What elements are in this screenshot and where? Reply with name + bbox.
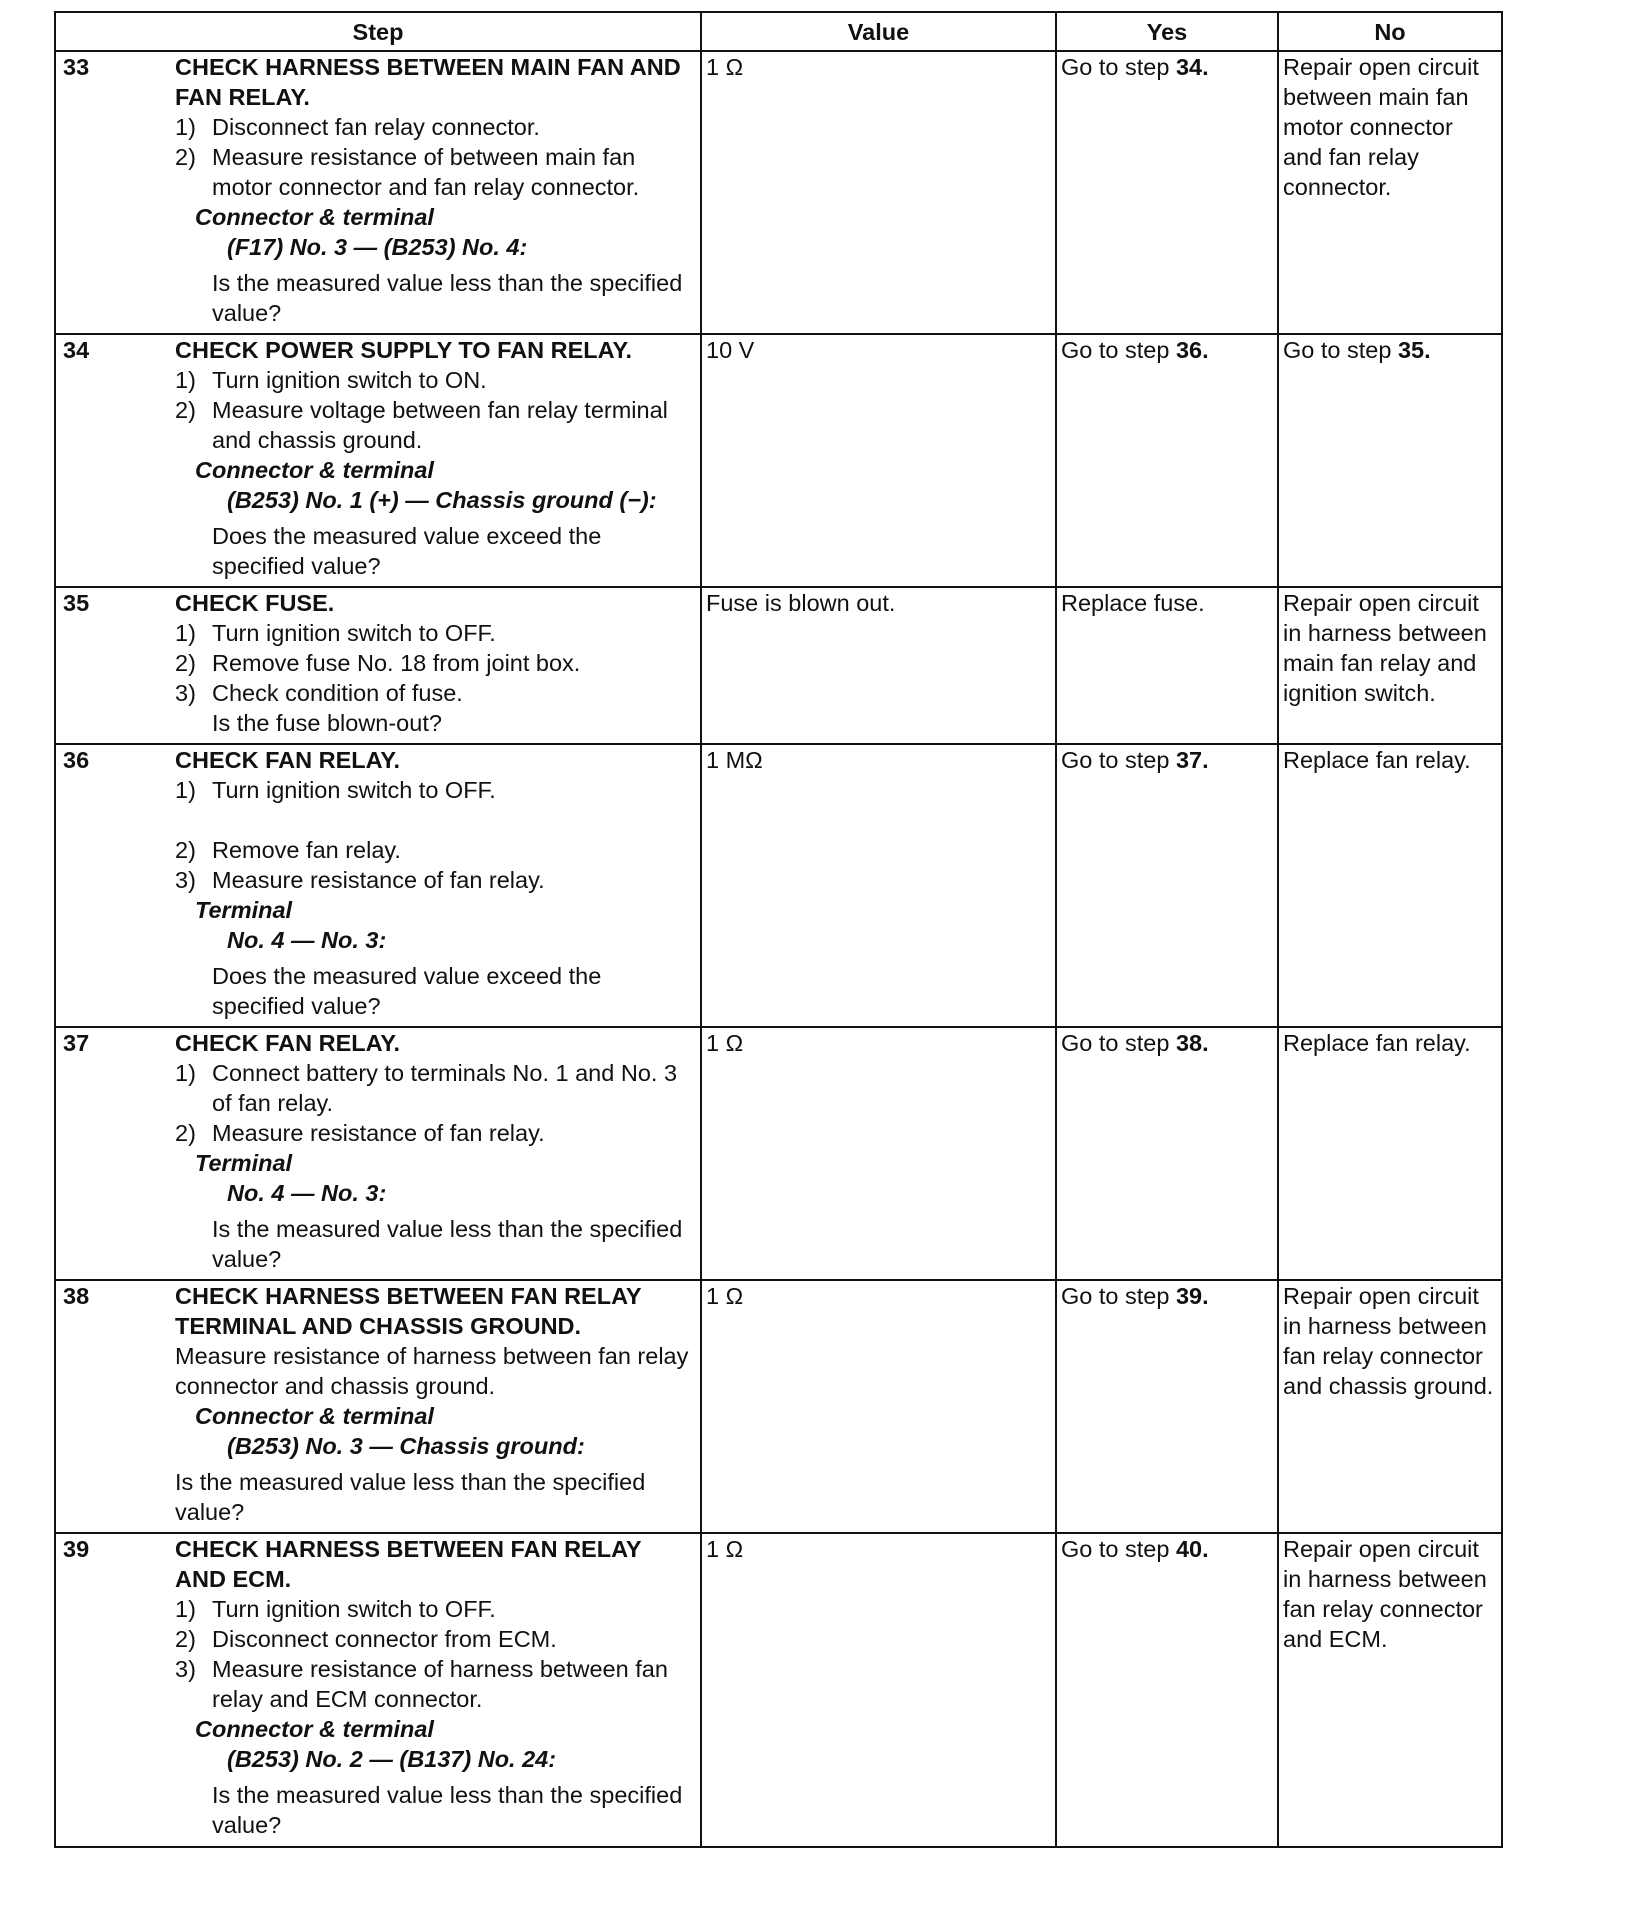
list-item xyxy=(175,1624,692,1654)
yes-cell: Replace fuse. xyxy=(1056,587,1278,744)
step-title: CHECK HARNESS BETWEEN FAN RELAY AND ECM. xyxy=(175,1536,642,1592)
table-row xyxy=(55,334,1502,587)
no-cell: Repair open circuit in harness between main fan relay and ignition switch. xyxy=(1278,587,1502,744)
yes-text: Go to step xyxy=(1061,337,1176,363)
step-question: Does the measured value exceed the specified value? xyxy=(212,523,602,579)
step-number: 36 xyxy=(63,747,90,773)
no-cell xyxy=(1278,334,1502,587)
connector-label: Terminal xyxy=(195,1150,293,1176)
yes-step-link[interactable]: 36. xyxy=(1175,337,1209,363)
item-number: 1) xyxy=(175,1596,196,1622)
item-text: Turn ignition switch to OFF. xyxy=(212,1596,496,1622)
step-question: Does the measured value exceed the specified value? xyxy=(212,963,602,1019)
yes-text: Go to step xyxy=(1061,1536,1176,1562)
yes-step-link[interactable]: 39. xyxy=(1175,1283,1209,1309)
step-cell xyxy=(55,587,701,744)
terminal-spec: (F17) No. 3 — (B253) No. 4: xyxy=(227,234,528,260)
step-number: 34 xyxy=(63,337,90,363)
no-step-link[interactable]: 35. xyxy=(1397,337,1431,363)
step-number: 39 xyxy=(63,1536,90,1562)
table-row xyxy=(55,51,1502,334)
item-number: 2) xyxy=(175,1120,196,1146)
table-row xyxy=(55,587,1502,744)
yes-text: Go to step xyxy=(1061,1030,1176,1056)
step-cell xyxy=(55,1533,701,1847)
step-number: 35 xyxy=(63,590,90,616)
list-item xyxy=(175,835,692,865)
connector-label: Connector & terminal xyxy=(195,1716,434,1742)
step-body xyxy=(175,588,696,738)
step-body xyxy=(175,335,696,581)
item-text: Connect battery to terminals No. 1 and No. 3 of fan relay. xyxy=(212,1060,678,1116)
step-question: Is the measured value less than the specified value? xyxy=(212,270,683,326)
step-question: Is the measured value less than the specified value? xyxy=(212,1782,683,1838)
header-yes: Yes xyxy=(1056,12,1278,51)
list-item xyxy=(175,1058,692,1118)
header-no: No xyxy=(1278,12,1502,51)
yes-cell xyxy=(1056,51,1278,334)
step-body xyxy=(175,745,696,1021)
step-body xyxy=(175,1028,696,1274)
step-question: Is the fuse blown-out? xyxy=(212,710,442,736)
value-cell: 1 Ω xyxy=(701,1280,1056,1533)
step-title: CHECK FUSE. xyxy=(175,590,335,616)
no-text: Go to step xyxy=(1283,337,1398,363)
value-cell: 1 MΩ xyxy=(701,744,1056,1027)
list-item xyxy=(175,1654,692,1714)
connector-label: Connector & terminal xyxy=(195,457,434,483)
value-cell: 1 Ω xyxy=(701,51,1056,334)
item-number: 3) xyxy=(175,867,196,893)
list-item xyxy=(175,678,692,708)
step-body xyxy=(175,1534,696,1840)
item-number: 2) xyxy=(175,837,196,863)
spacer xyxy=(175,805,692,835)
item-text: Turn ignition switch to OFF. xyxy=(212,777,496,803)
yes-text: Go to step xyxy=(1061,54,1176,80)
list-item xyxy=(175,775,692,805)
list-item xyxy=(175,1118,692,1148)
step-number: 37 xyxy=(63,1030,90,1056)
terminal-spec: (B253) No. 2 — (B137) No. 24: xyxy=(227,1746,557,1772)
no-cell: Repair open circuit between main fan motor connector and fan relay connector. xyxy=(1278,51,1502,334)
item-text: Remove fan relay. xyxy=(212,837,401,863)
item-text: Measure resistance of harness between fan relay and ECM connector. xyxy=(212,1656,668,1712)
item-text: Measure resistance of fan relay. xyxy=(212,867,545,893)
table-row xyxy=(55,1533,1502,1847)
item-text: Measure resistance of fan relay. xyxy=(212,1120,545,1146)
step-body xyxy=(175,1281,696,1527)
item-text: Disconnect fan relay connector. xyxy=(212,114,540,140)
terminal-spec: No. 4 — No. 3: xyxy=(227,1180,387,1206)
item-text: Check condition of fuse. xyxy=(212,680,463,706)
step-title: CHECK HARNESS BETWEEN MAIN FAN AND FAN RELAY. xyxy=(175,54,681,110)
header-step: Step xyxy=(55,12,701,51)
value-cell: 1 Ω xyxy=(701,1533,1056,1847)
step-number: 33 xyxy=(63,54,90,80)
list-item xyxy=(175,1594,692,1624)
item-number: 1) xyxy=(175,114,196,140)
step-title: CHECK FAN RELAY. xyxy=(175,1030,401,1056)
yes-cell xyxy=(1056,334,1278,587)
step-cell xyxy=(55,1280,701,1533)
list-item xyxy=(175,142,692,202)
table-row xyxy=(55,1027,1502,1280)
step-cell xyxy=(55,744,701,1027)
yes-text: Go to step xyxy=(1061,747,1176,773)
item-text: Turn ignition switch to ON. xyxy=(212,367,487,393)
step-question: Is the measured value less than the specified value? xyxy=(212,1216,683,1272)
step-title: CHECK POWER SUPPLY TO FAN RELAY. xyxy=(175,337,633,363)
yes-text: Go to step xyxy=(1061,1283,1176,1309)
item-text: Disconnect connector from ECM. xyxy=(212,1626,557,1652)
item-number: 2) xyxy=(175,144,196,170)
list-item xyxy=(175,395,692,455)
step-cell xyxy=(55,51,701,334)
list-item xyxy=(175,618,692,648)
table-row xyxy=(55,744,1502,1027)
yes-cell xyxy=(1056,1533,1278,1847)
connector-label: Connector & terminal xyxy=(195,204,434,230)
step-cell xyxy=(55,334,701,587)
step-instruction: Measure resistance of harness between fan relay connector and chassis ground. xyxy=(175,1343,689,1399)
table-row xyxy=(55,1280,1502,1533)
table-header-row xyxy=(55,12,1502,51)
yes-step-link[interactable]: 37. xyxy=(1175,747,1209,773)
no-cell: Repair open circuit in harness between fan relay connector and ECM. xyxy=(1278,1533,1502,1847)
terminal-spec: (B253) No. 1 (+) — Chassis ground (−): xyxy=(227,487,657,513)
item-text: Turn ignition switch to OFF. xyxy=(212,620,496,646)
step-title: CHECK FAN RELAY. xyxy=(175,747,401,773)
list-item xyxy=(175,648,692,678)
item-text: Measure resistance of between main fan motor connector and fan relay connector. xyxy=(212,144,640,200)
no-cell: Repair open circuit in harness between fan relay connector and chassis ground. xyxy=(1278,1280,1502,1533)
no-cell: Replace fan relay. xyxy=(1278,744,1502,1027)
item-text: Measure voltage between fan relay terminal and chassis ground. xyxy=(212,397,668,453)
value-cell: Fuse is blown out. xyxy=(701,587,1056,744)
list-item xyxy=(175,365,692,395)
step-cell xyxy=(55,1027,701,1280)
item-number: 1) xyxy=(175,777,196,803)
item-number: 2) xyxy=(175,650,196,676)
item-number: 3) xyxy=(175,1656,196,1682)
item-text: Remove fuse No. 18 from joint box. xyxy=(212,650,581,676)
diagnostic-table xyxy=(54,11,1503,1848)
step-question: Is the measured value less than the specified value? xyxy=(175,1469,646,1525)
step-title: CHECK HARNESS BETWEEN FAN RELAY TERMINAL AND CHASSIS GROUND. xyxy=(175,1283,642,1339)
item-number: 1) xyxy=(175,620,196,646)
terminal-spec: No. 4 — No. 3: xyxy=(227,927,387,953)
yes-step-link[interactable]: 34. xyxy=(1175,54,1209,80)
yes-step-link[interactable]: 38. xyxy=(1175,1030,1209,1056)
list-item xyxy=(175,112,692,142)
step-number: 38 xyxy=(63,1283,90,1309)
item-number: 3) xyxy=(175,680,196,706)
item-number: 1) xyxy=(175,367,196,393)
yes-cell xyxy=(1056,1280,1278,1533)
item-number: 1) xyxy=(175,1060,196,1086)
step-body xyxy=(175,52,696,328)
value-cell: 10 V xyxy=(701,334,1056,587)
yes-cell xyxy=(1056,744,1278,1027)
header-value: Value xyxy=(701,12,1056,51)
item-number: 2) xyxy=(175,397,196,423)
yes-cell xyxy=(1056,1027,1278,1280)
yes-step-link[interactable]: 40. xyxy=(1175,1536,1209,1562)
item-number: 2) xyxy=(175,1626,196,1652)
terminal-spec: (B253) No. 3 — Chassis ground: xyxy=(227,1433,585,1459)
no-cell: Replace fan relay. xyxy=(1278,1027,1502,1280)
connector-label: Terminal xyxy=(195,897,293,923)
list-item xyxy=(175,865,692,895)
value-cell: 1 Ω xyxy=(701,1027,1056,1280)
connector-label: Connector & terminal xyxy=(195,1403,434,1429)
